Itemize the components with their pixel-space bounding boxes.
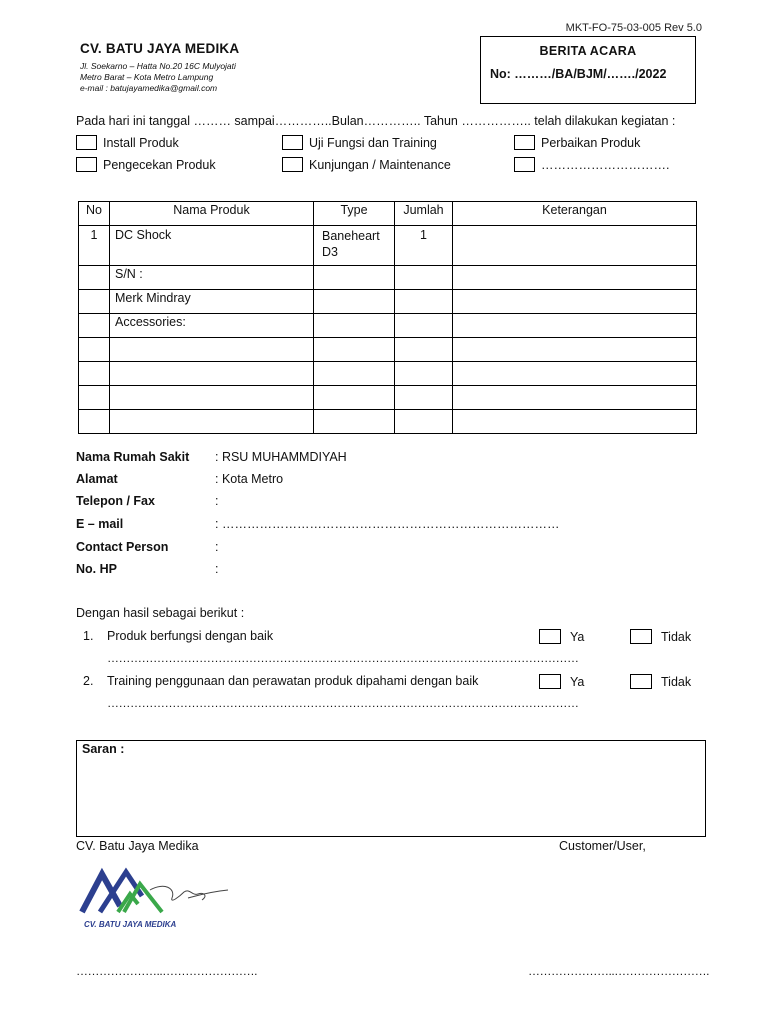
cell-no[interactable]: 1 bbox=[79, 226, 110, 266]
checkbox[interactable] bbox=[514, 157, 535, 172]
cell-type[interactable] bbox=[314, 266, 395, 290]
signature-line-company[interactable]: …………………..……………………. bbox=[76, 964, 258, 978]
cell-keterangan[interactable] bbox=[453, 290, 697, 314]
cell-no[interactable] bbox=[79, 386, 110, 410]
cell-no[interactable] bbox=[79, 338, 110, 362]
result-text: Produk berfungsi dengan baik bbox=[107, 629, 274, 643]
checkbox[interactable] bbox=[630, 629, 652, 644]
result-number: 1. bbox=[83, 629, 94, 643]
cell-jumlah[interactable] bbox=[395, 290, 453, 314]
cell-keterangan[interactable] bbox=[453, 314, 697, 338]
cell-nama-produk[interactable] bbox=[110, 386, 314, 410]
cell-jumlah[interactable] bbox=[395, 410, 453, 434]
info-label-contact: Contact Person bbox=[76, 540, 169, 554]
col-nama-produk: Nama Produk bbox=[110, 202, 314, 226]
activity-uji-fungsi[interactable] bbox=[282, 135, 437, 150]
cell-keterangan[interactable] bbox=[453, 338, 697, 362]
cell-type[interactable] bbox=[314, 410, 395, 434]
no-label: Tidak bbox=[661, 674, 692, 689]
cell-keterangan[interactable] bbox=[453, 362, 697, 386]
activity-other[interactable] bbox=[514, 157, 669, 172]
table-row bbox=[79, 314, 697, 338]
yes-label: Ya bbox=[570, 629, 585, 644]
berita-acara-box bbox=[480, 36, 696, 104]
checkbox[interactable] bbox=[76, 135, 97, 150]
cell-keterangan[interactable] bbox=[453, 386, 697, 410]
cell-jumlah[interactable]: 1 bbox=[395, 226, 453, 266]
info-label-email: E – mail bbox=[76, 517, 124, 531]
cell-nama-produk[interactable] bbox=[110, 362, 314, 386]
result-text: Training penggunaan dan perawatan produk dipahami dengan baik bbox=[107, 674, 479, 688]
product-table bbox=[78, 201, 697, 434]
result-1-yes[interactable] bbox=[539, 629, 584, 644]
activity-label: …………………………. bbox=[541, 157, 670, 172]
result-number: 2. bbox=[83, 674, 94, 688]
checkbox[interactable] bbox=[514, 135, 535, 150]
no-label: Tidak bbox=[661, 629, 692, 644]
company-header bbox=[80, 41, 239, 94]
info-value-address[interactable]: : Kota Metro bbox=[215, 472, 284, 486]
cell-no[interactable] bbox=[79, 362, 110, 386]
activity-label: Uji Fungsi dan Training bbox=[309, 135, 437, 150]
table-row bbox=[79, 266, 697, 290]
table-row bbox=[79, 362, 697, 386]
cell-type[interactable]: Baneheart D3 bbox=[314, 226, 395, 266]
table-row bbox=[79, 410, 697, 434]
cell-jumlah[interactable] bbox=[395, 266, 453, 290]
saran-box[interactable] bbox=[76, 740, 706, 837]
logo-text: CV. BATU JAYA MEDIKA bbox=[84, 920, 177, 929]
col-type: Type bbox=[314, 202, 395, 226]
info-value-hospital[interactable]: : RSU MUHAMMDIYAH bbox=[215, 450, 347, 464]
table-row bbox=[79, 386, 697, 410]
yes-label: Ya bbox=[570, 674, 585, 689]
result-1-no[interactable] bbox=[630, 629, 691, 644]
table-header-row bbox=[79, 202, 697, 226]
company-logo bbox=[80, 866, 240, 936]
berita-acara-number[interactable]: No: ………/BA/BJM/……./2022 bbox=[490, 67, 667, 81]
col-no: No bbox=[79, 202, 110, 226]
result-2-notes-line[interactable]: …………………………………………………………………………………………………………… bbox=[107, 696, 579, 710]
saran-label: Saran : bbox=[82, 742, 125, 756]
table-row bbox=[79, 226, 697, 266]
activity-label: Pengecekan Produk bbox=[103, 157, 216, 172]
cell-no[interactable] bbox=[79, 290, 110, 314]
info-label-hospital: Nama Rumah Sakit bbox=[76, 450, 190, 464]
result-2-yes[interactable] bbox=[539, 674, 584, 689]
berita-acara-title: BERITA ACARA bbox=[539, 44, 637, 58]
info-value-hp[interactable]: : bbox=[215, 562, 219, 576]
cell-type[interactable] bbox=[314, 290, 395, 314]
activity-perbaikan-produk[interactable] bbox=[514, 135, 640, 150]
result-1-notes-line[interactable]: …………………………………………………………………………………………………………… bbox=[107, 651, 579, 665]
intro-sentence[interactable]: Pada hari ini tanggal ……… sampai…………..Bulan………….. Tahun …………….. telah dilakukan kegiatan : bbox=[76, 114, 676, 128]
company-address-2: Metro Barat – Kota Metro Lampung bbox=[80, 72, 214, 82]
activity-label: Install Produk bbox=[103, 135, 179, 150]
document-code: MKT-FO-75-03-005 Rev 5.0 bbox=[565, 22, 702, 34]
info-value-contact[interactable]: : bbox=[215, 540, 219, 554]
info-label-address: Alamat bbox=[76, 472, 118, 486]
company-email: e-mail : batujayamedika@gmail.com bbox=[80, 83, 218, 93]
cell-nama-produk[interactable]: DC Shock bbox=[110, 226, 314, 266]
cell-nama-produk[interactable] bbox=[110, 410, 314, 434]
checkbox[interactable] bbox=[539, 674, 561, 689]
cell-nama-produk[interactable] bbox=[110, 338, 314, 362]
info-value-phone[interactable]: : bbox=[215, 494, 219, 508]
table-row bbox=[79, 290, 697, 314]
cell-no[interactable] bbox=[79, 410, 110, 434]
table-row bbox=[79, 338, 697, 362]
cell-no[interactable] bbox=[79, 314, 110, 338]
cell-nama-produk[interactable]: Merk Mindray bbox=[110, 290, 314, 314]
logo-mountains-icon bbox=[80, 866, 240, 936]
cell-keterangan[interactable] bbox=[453, 410, 697, 434]
result-2-no[interactable] bbox=[630, 674, 691, 689]
cell-type[interactable] bbox=[314, 314, 395, 338]
col-jumlah: Jumlah bbox=[395, 202, 453, 226]
company-address-1: Jl. Soekarno – Hatta No.20 16C Mulyojati bbox=[80, 61, 236, 71]
cell-type[interactable] bbox=[314, 362, 395, 386]
cell-type[interactable] bbox=[314, 386, 395, 410]
cell-jumlah[interactable] bbox=[395, 362, 453, 386]
checkbox[interactable] bbox=[282, 157, 303, 172]
info-label-hp: No. HP bbox=[76, 562, 117, 576]
activity-label: Perbaikan Produk bbox=[541, 135, 641, 150]
signature-company-label: CV. Batu Jaya Medika bbox=[76, 839, 199, 853]
results-heading: Dengan hasil sebagai berikut : bbox=[76, 606, 245, 620]
activity-pengecekan-produk[interactable] bbox=[76, 157, 216, 172]
cell-jumlah[interactable] bbox=[395, 314, 453, 338]
checkbox[interactable] bbox=[76, 157, 97, 172]
cell-no[interactable] bbox=[79, 266, 110, 290]
checkbox[interactable] bbox=[539, 629, 561, 644]
col-keterangan: Keterangan bbox=[453, 202, 697, 226]
company-name: CV. BATU JAYA MEDIKA bbox=[80, 41, 240, 56]
info-label-phone: Telepon / Fax bbox=[76, 494, 155, 508]
activity-label: Kunjungan / Maintenance bbox=[309, 157, 451, 172]
cell-jumlah[interactable] bbox=[395, 338, 453, 362]
cell-nama-produk[interactable]: Accessories: bbox=[110, 314, 314, 338]
activity-kunjungan[interactable] bbox=[282, 157, 451, 172]
checkbox[interactable] bbox=[282, 135, 303, 150]
signature-line-customer[interactable]: …………………..……………………. bbox=[528, 964, 710, 978]
checkbox[interactable] bbox=[630, 674, 652, 689]
cell-keterangan[interactable] bbox=[453, 226, 697, 266]
signature-customer-label: Customer/User, bbox=[559, 839, 646, 853]
cell-jumlah[interactable] bbox=[395, 386, 453, 410]
activity-install-produk[interactable] bbox=[76, 135, 179, 150]
cell-keterangan[interactable] bbox=[453, 266, 697, 290]
info-value-email[interactable]: : ……………………………………………………………………… bbox=[215, 517, 560, 531]
cell-type[interactable] bbox=[314, 338, 395, 362]
cell-nama-produk[interactable]: S/N : bbox=[110, 266, 314, 290]
